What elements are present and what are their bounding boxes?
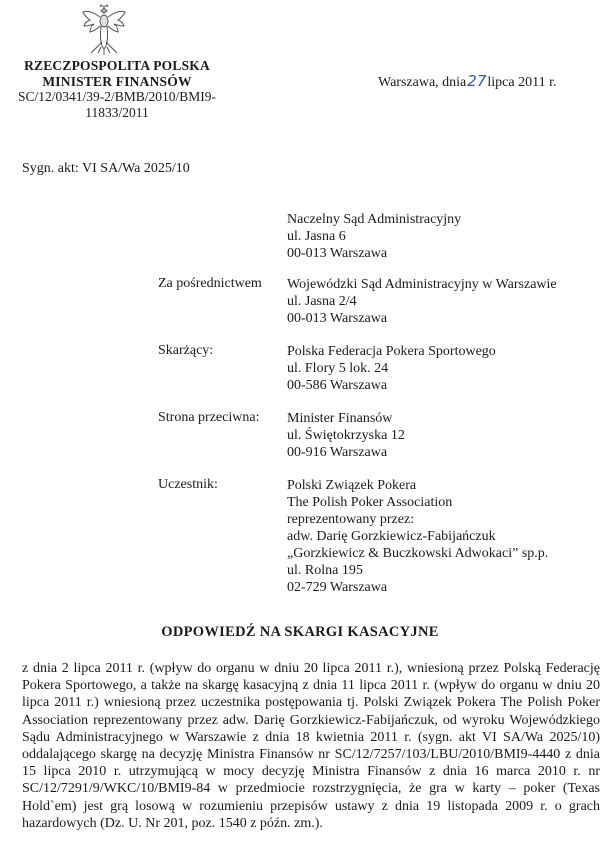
participant-street: ul. Rolna 195 <box>287 563 363 578</box>
participant-attorney: adw. Darię Gorzkiewicz-Fabijańczuk <box>287 529 496 544</box>
issuer-ministry: MINISTER FINANSÓW <box>42 73 192 89</box>
reference-number-line1: SC/12/0341/39-2/BMB/2010/BMI9- <box>17 89 217 104</box>
body-paragraph: z dnia 2 lipca 2011 r. (wpływ do organu w dniu 20 lipca 2011 r.), wniesioną przez Polską Federację Pokera Sportowego, a także na skargę kasacyjną z dnia 11 lipca 2011 r. (wpływ do organu w dniu 20 lipca 2011 r.) wniesioną przez uczestnika postępowania tj. Polski Związek Pokera The Polish Poker Association reprezentowany przez adw. Darię Gorzkiewicz-Fabijańczuk, od wyroku Wojewódzkiego Sądu Administracyjnego w Warszawie z dnia 18 kwietnia 2011 r. (sygn. akt VI SA/Wa 2025/10) oddalającego skargę na decyzję Ministra Finansów nr SC/12/7257/103/LBU/2010/BMI9-4440 z dnia 15 lipca 2010 r. utrzymującą w mocy decyzję Ministra Finansów z dnia 16 marca 2010 r. nr SC/12/7291/9/WKC/10/BMI9-84 w przedmiocie rozstrzygnięcia, że gra w karty – poker (Texas Hold`em) jest grą losową w rozumieniu przepisów ustawy z dnia 19 listopada 2009 r. o grach hazardowych (Dz. U. Nr 201, poz. 1540 z późn. zm.). <box>22 661 600 831</box>
complainant-city: 00-586 Warszawa <box>287 378 388 393</box>
date-line <box>378 72 556 91</box>
complainant-name: Polska Federacja Pokera Sportowego <box>287 344 496 359</box>
date-suffix: lipca 2011 r. <box>487 75 557 90</box>
court-name: Naczelny Sąd Administracyjny <box>287 212 462 227</box>
complainant-label: Skarżący: <box>158 343 214 358</box>
ministry-header <box>2 58 232 120</box>
date-day-handwritten: 27 <box>467 72 487 90</box>
participant-label: Uczestnik: <box>158 477 218 492</box>
participant-represented-by: reprezentowany przez: <box>287 512 415 527</box>
court-city: 00-013 Warszawa <box>287 246 388 261</box>
reference-number-line2: 11833/2011 <box>85 104 149 120</box>
opposing-party-street: ul. Świętokrzyska 12 <box>287 428 405 443</box>
intermediary-street: ul. Jasna 2/4 <box>287 294 357 309</box>
intermediary-name: Wojewódzki Sąd Administracyjny w Warszawie <box>287 277 557 292</box>
participant-address-block <box>287 477 548 596</box>
intermediary-city: 00-013 Warszawa <box>287 311 388 326</box>
document-title: ODPOWIEDŹ NA SKARGI KASACYJNE <box>161 624 439 640</box>
date-prefix: Warszawa, dnia <box>378 75 467 90</box>
opposing-party-city: 00-916 Warszawa <box>287 445 388 460</box>
participant-law-firm: „Gorzkiewicz & Buczkowski Adwokaci” sp.p. <box>287 546 549 561</box>
state-eagle-emblem-icon <box>81 4 127 56</box>
court-address-block <box>287 211 461 262</box>
opposing-party-address-block <box>287 410 405 461</box>
participant-city: 02-729 Warszawa <box>287 580 388 595</box>
issuer-country: RZECZPOSPOLITA POLSKA <box>24 58 210 73</box>
opposing-party-label: Strona przeciwna: <box>158 410 260 425</box>
participant-name: Polski Związek Pokera <box>287 478 417 493</box>
case-number: Sygn. akt: VI SA/Wa 2025/10 <box>22 161 190 176</box>
opposing-party-name: Minister Finansów <box>287 411 393 426</box>
complainant-address-block <box>287 343 496 394</box>
complainant-street: ul. Flory 5 lok. 24 <box>287 361 389 376</box>
participant-name-english: The Polish Poker Association <box>287 495 453 510</box>
court-street: ul. Jasna 6 <box>287 229 346 244</box>
intermediary-address-block <box>287 276 557 327</box>
intermediary-label: Za pośrednictwem <box>158 276 262 291</box>
